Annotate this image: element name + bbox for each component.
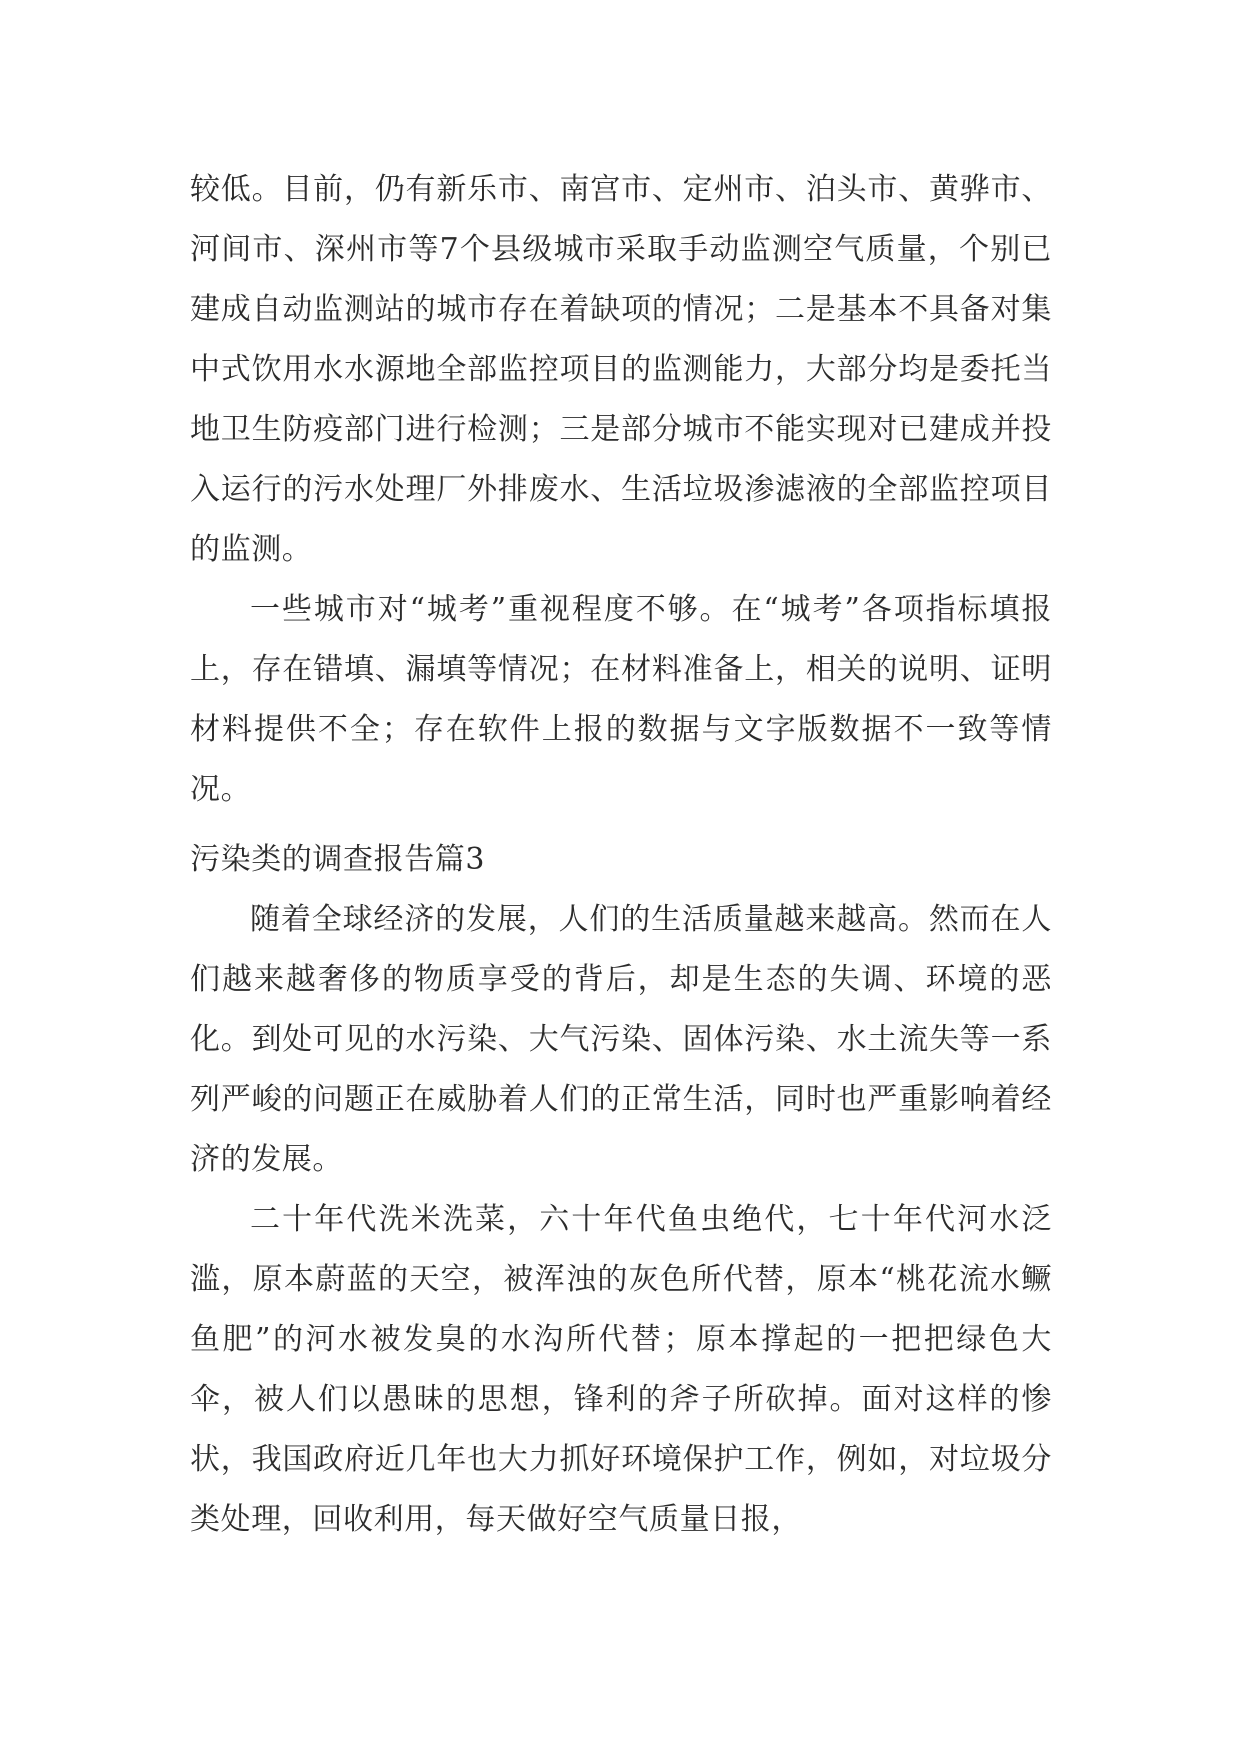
section-heading: 污染类的调查报告篇3 — [190, 842, 486, 877]
paragraph-decades-pollution: 二十年代洗米洗菜，六十年代鱼虫绝代，七十年代河水泛滥，原本蔚蓝的天空，被浑浊的灰色所代替，原本“桃花流水鳜鱼肥”的河水被发臭的水沟所代替；原本撑起的一把把绿色大伞，被人们以愚昧的思想，锋利的斧子所砍掉。面对这样的惨状，我国政府近几年也大力抓好环境保护工作，例如，对垃圾分类处理，回收利用，每天做好空气质量日报， — [190, 1202, 1052, 1537]
paragraph-economy-environment: 随着全球经济的发展，人们的生活质量越来越高。然而在人们越来越奢侈的物质享受的背后，却是生态的失调、环境的恶化。到处可见的水污染、大气污染、固体污染、水土流失等一系列严峻的问题正在威胁着人们的正常生活，同时也严重影响着经济的发展。 — [190, 902, 1052, 1177]
paragraph-continued: 较低。目前，仍有新乐市、南宫市、定州市、泊头市、黄骅市、河间市、深州市等7个县级城市采取手动监测空气质量，个别已建成自动监测站的城市存在着缺项的情况；二是基本不具备对集中式饮用水水源地全部监控项目的监测能力，大部分均是委托当地卫生防疫部门进行检测；三是部分城市不能实现对已建成并投入运行的污水处理厂外排废水、生活垃圾渗滤液的全部监控项目的监测。 — [190, 172, 1052, 567]
text-block-section-3 — [190, 830, 1052, 1550]
text-block-top — [190, 160, 1052, 820]
paragraph-city-assessment: 一些城市对“城考”重视程度不够。在“城考”各项指标填报上，存在错填、漏填等情况；在材料准备上，相关的说明、证明材料提供不全；存在软件上报的数据与文字版数据不一致等情况。 — [190, 592, 1052, 807]
